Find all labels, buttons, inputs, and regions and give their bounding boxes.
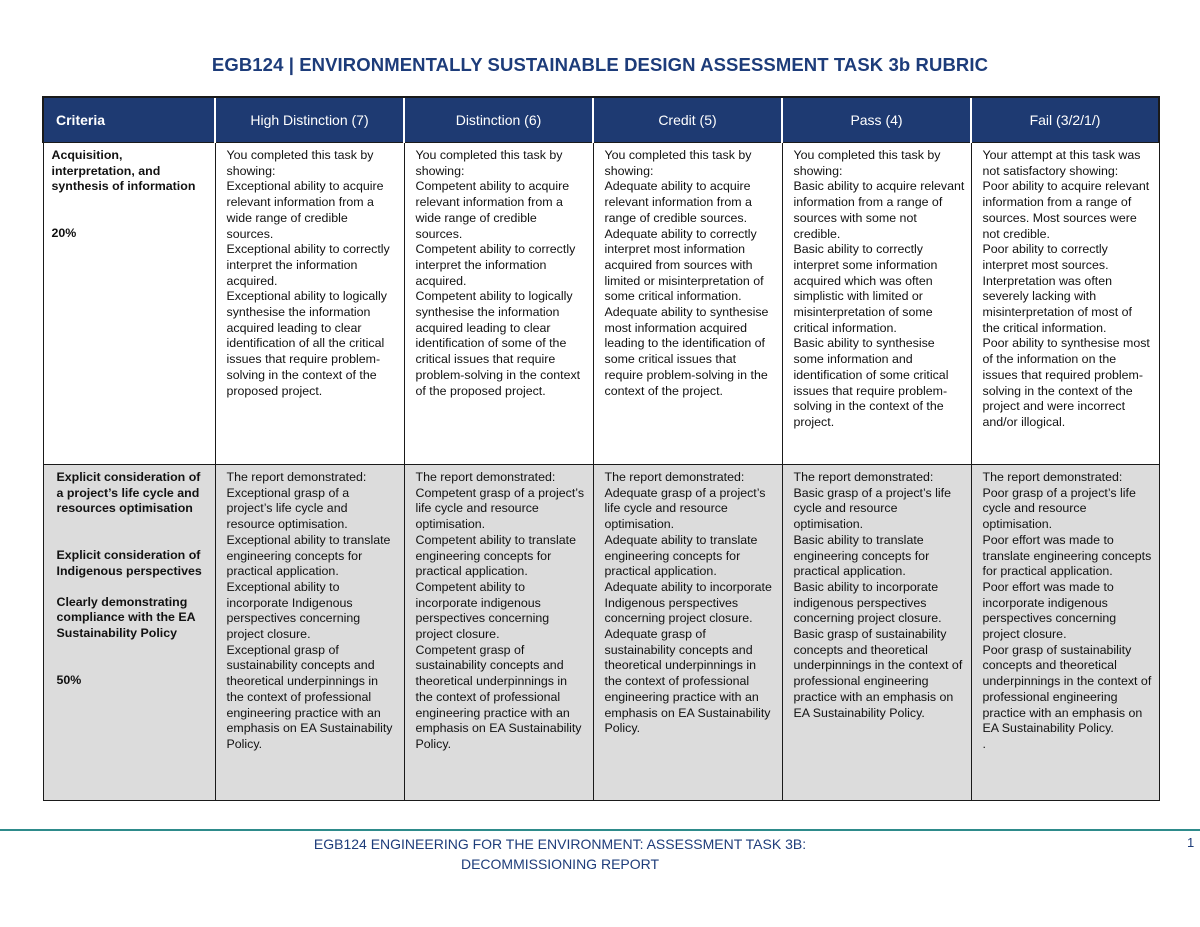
header-row [43, 97, 1159, 143]
header-fail: Fail (3/2/1/) [971, 97, 1159, 143]
descriptor-distinction: You completed this task by showing: Competent ability to acquire relevant information from a wide range of credible sources. Competent ability to correctly interpret the information acquired. Competent ability to logically synthesise the information acquired leading to clear identification of some of the critical issues that require problem-solving in the context of the proposed project. [404, 143, 593, 465]
descriptor-fail: The report demonstrated: Poor grasp of a project’s life cycle and resource optimisation. Poor effort was made to translate engineering concepts for practical application. Poor effort was made to incorporate indigenous perspectives concerning project closure. Poor grasp of sustainability concepts and theoretical underpinnings in the context of professional engineering practice with an emphasis on EA Sustainability Policy. . [971, 465, 1159, 801]
footer-divider [0, 829, 1200, 831]
header-credit: Credit (5) [593, 97, 782, 143]
descriptor-high-distinction: The report demonstrated: Exceptional grasp of a project’s life cycle and resource optimisation. Exceptional ability to translate engineering concepts for practical application. Exceptional ability to incorporate Indigenous perspectives concerning project closure. Exceptional grasp of sustainability concepts and theoretical underpinnings in the context of professional engineering practice with an emphasis on EA Sustainability Policy. [215, 465, 404, 801]
criteria-label: Clearly demonstrating compliance with the EA Sustainability Policy [56, 594, 196, 640]
footer-line-2: DECOMMISSIONING REPORT [460, 856, 660, 872]
footer-line-1: EGB124 ENGINEERING FOR THE ENVIRONMENT: ASSESSMENT TASK 3B: [313, 836, 807, 852]
descriptor-pass: You completed this task by showing: Basic ability to acquire relevant information from a range of sources with some not credible. Basic ability to correctly interpret some information acquired which was often simplistic with limited or misinterpretation of some critical information. Basic ability to synthesise some information and identification of some critical issues that require problem-solving in the context of the project. [782, 143, 971, 465]
descriptor-credit: You completed this task by showing: Adequate ability to acquire relevant information from a range of credible sources. Adequate ability to correctly interpret most information acquired from sources with limited or misinterpretation of some critical information. Adequate ability to synthesise most information acquired leading to the identification of some critical issues that require problem-solving in the context of the project. [593, 143, 782, 465]
descriptor-high-distinction: You completed this task by showing: Exceptional ability to acquire relevant information from a wide range of credible sources. Exceptional ability to correctly interpret the information acquired. Exceptional ability to logically synthesise the information acquired leading to clear identification of all the critical issues that require problem-solving in the context of the proposed project. [215, 143, 404, 465]
header-pass: Pass (4) [782, 97, 971, 143]
header-criteria: Criteria [43, 97, 215, 143]
descriptor-credit: The report demonstrated: Adequate grasp of a project’s life cycle and resource optimisation. Adequate ability to translate engineering concepts for practical application. Adequate ability to incorporate Indigenous perspectives concerning project closure. Adequate grasp of sustainability concepts and theoretical underpinnings in the context of professional engineering practice with an emphasis on EA Sustainability Policy. [593, 465, 782, 801]
criteria-cell [43, 143, 215, 465]
criteria-label: Acquisition, interpretation, and synthesis of information [51, 148, 196, 194]
rubric-table [42, 96, 1160, 801]
descriptor-pass: The report demonstrated: Basic grasp of a project’s life cycle and resource optimisation. Basic ability to translate engineering concepts for practical application. Basic ability to incorporate indigenous perspectives concerning project closure. Basic grasp of sustainability concepts and theoretical underpinnings in the context of professional engineering practice with an emphasis on EA Sustainability Policy. [782, 465, 971, 801]
table-row [43, 465, 1159, 801]
footer-text [290, 834, 830, 874]
document-title: EGB124 | ENVIRONMENTALLY SUSTAINABLE DESIGN ASSESSMENT TASK 3b RUBRIC [211, 54, 989, 75]
criteria-cell [43, 465, 215, 801]
header-high-distinction: High Distinction (7) [215, 97, 404, 143]
header-distinction: Distinction (6) [404, 97, 593, 143]
table-row [43, 143, 1159, 465]
page-number: 1 [1187, 835, 1195, 850]
descriptor-distinction: The report demonstrated: Competent grasp of a project’s life cycle and resource optimisation. Competent ability to translate engineering concepts for practical application. Competent ability to incorporate indigenous perspectives concerning project closure. Competent grasp of sustainability concepts and theoretical underpinnings in the context of professional engineering practice with an emphasis on EA Sustainability Policy. [404, 465, 593, 801]
descriptor-fail: Your attempt at this task was not satisfactory showing: Poor ability to acquire relevant information from a range of sources. Most sources were not credible. Poor ability to correctly interpret most sources. Interpretation was often severely lacking with misinterpretation of most of the critical information. Poor ability to synthesise most of the information on the issues that required problem-solving in the context of the project and were incorrect and/or illogical. [971, 143, 1159, 465]
criteria-weight: 20% [51, 226, 77, 241]
criteria-label: Explicit consideration of a project’s life cycle and resources optimisation [56, 470, 201, 516]
criteria-weight: 50% [56, 672, 82, 687]
criteria-label: Explicit consideration of Indigenous perspectives [56, 548, 202, 578]
